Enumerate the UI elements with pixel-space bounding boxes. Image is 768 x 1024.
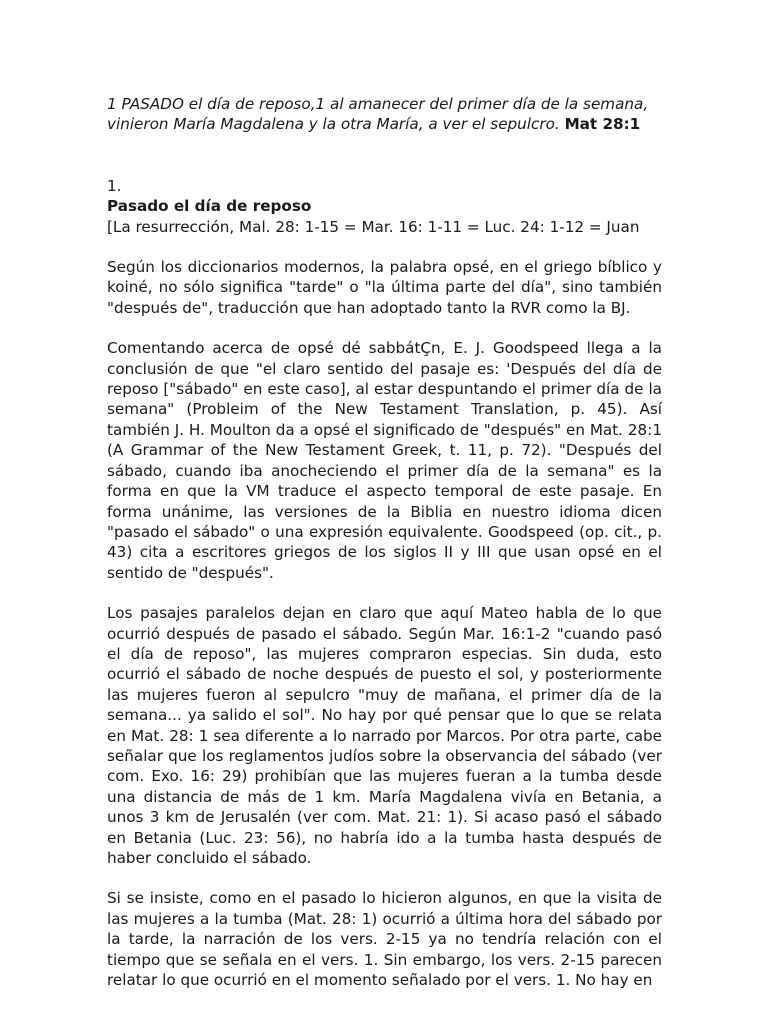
section-number: 1. [107, 176, 122, 195]
verse-reference: Mat 28:1 [564, 115, 641, 134]
paragraph: Los pasajes paralelos dejan en claro que aquí Mateo habla de lo que ocurrió después de pasado el sábado. Según Mar. 16:1-2 "cuando pasó el día de reposo", las mujeres compraron especias. Sin duda, esto ocurrió el sábado de noche después de puesto el sol, y posteriormente las mujeres fueron al sepulcro "muy de mañana, el primer día de la semana... ya salido el sol". No hay por qué pensar que lo que se relata en Mat. 28: 1 sea diferente a lo narrado por Marcos. Por otra parte, cabe señalar que los reglamentos judíos sobre la observancia del sábado (ver com. Exo. 16: 29) prohibían que las mujeres fueran a la tumba desde una distancia de más de 1 km. María Magdalena vivía en Betania, a unos 3 km de Jerusalén (ver com. Mat. 21: 1). Si acaso pasó el sábado en Betania (Luc. 23: 56), no habría ido a la tumba hasta después de haber concluido el sábado. [107, 604, 662, 867]
section-heading: Pasado el día de reposo [107, 197, 312, 216]
spacer [107, 135, 662, 176]
verse-quote [107, 94, 662, 135]
paragraph: Si se insiste, como en el pasado lo hicieron algunos, en que la visita de las mujeres a la tumba (Mat. 28: 1) ocurrió a última hora del sábado por la tarde, la narración de los vers. 2-15 ya no tendría relación con el tiempo que se señala en el vers. 1. Sin embargo, los vers. 2-15 parecen relatar lo que ocurrió en el momento señalado por el vers. 1. No hay en [107, 889, 662, 990]
paragraph: Comentando acerca de opsé dé sabbátÇn, E. J. Goodspeed llega a la conclusión de que "el claro sentido del pasaje es: 'Después del día de reposo ["sábado" en este caso], al estar despuntando el primer día de la semana" (Probleim of the New Testament Translation, p. 45). Así también J. H. Moulton da a opsé el significado de "después" en Mat. 28:1 (A Grammar of the New Testament Greek, t. 11, p. 72). "Después del sábado, cuando iba anocheciendo el primer día de la semana" es la forma en que la VM traduce el aspecto temporal de este pasaje. En forma unánime, las versiones de la Biblia en nuestro idioma dicen "pasado el sábado" o una expresión equivalente. Goodspeed (op. cit., p. 43) cita a escritores griegos de los siglos II y III que usan opsé en el sentido de "después". [107, 339, 662, 582]
verse-text: 1 PASADO el día de reposo,1 al amanecer del primer día de la semana, vinieron María Magdalena y la otra María, a ver el sepulcro. [107, 95, 649, 134]
cross-reference: [La resurrección, Mal. 28: 1-15 = Mar. 16: 1-11 = Luc. 24: 1-12 = Juan [107, 217, 640, 236]
paragraph: Según los diccionarios modernos, la palabra opsé, en el griego bíblico y koiné, no sólo significa "tarde" o "la última parte del día", sino también "después de", traducción que han adoptado tanto la RVR como la BJ. [107, 258, 662, 317]
